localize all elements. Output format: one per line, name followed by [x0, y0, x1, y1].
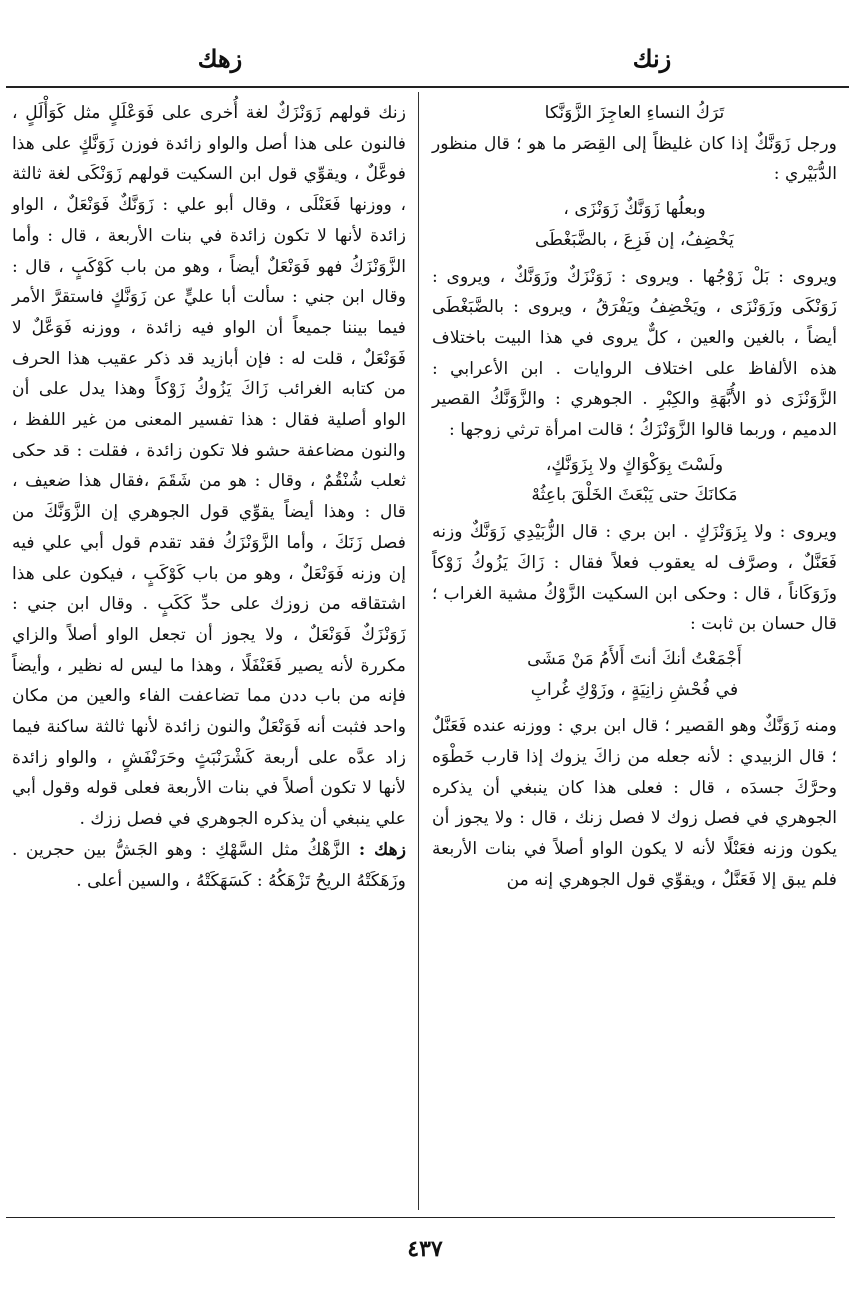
page-number: ٤٣٧ [407, 1236, 443, 1262]
header-left-word: زهك [197, 44, 243, 73]
right-column [432, 98, 837, 896]
verse-1a: وبعلُها زَوَنَّكٌ زَوَنْزَى ، [563, 199, 706, 220]
verse-block-3 [432, 644, 837, 705]
bottom-rule [6, 1217, 835, 1218]
left-column [12, 98, 406, 896]
right-para-1: ورجل زَوَنَّكٌ إذا كان غليظاً إلى القِصَر ما هو ؛ قال منظور الدُّبَيْري : [432, 133, 837, 185]
entry-zahak-text: الزَّهْكُ مثل السَّهْكِ : وهو الجَشُّ بين حجرين . وزَهَكَتْهُ الريحُ تَزْهَكُهُ : كَسَهَكَتْهُ ، والسين أعلى . [12, 839, 406, 891]
verse-block-2 [432, 450, 837, 511]
verse-3a: أَجْمَعْتُ أنكَ أنتَ أَلأَمُ مَنْ مَشَى [527, 648, 742, 669]
verse-opening: تَرَكُ النساءِ العاجِزَ الزَّوَنَّكا [544, 103, 725, 123]
entry-zahak-headword: زهك : [358, 839, 406, 860]
entry-zahak [12, 835, 406, 896]
right-para-2: ويروى : بَلْ زَوْجُها . ويروى : زَوَنْزَكٌ وزَوَنَّكٌ ، ويروى : زَوَنْكَى وزَوَنْزَى ، ويَخْضِفُ ويَفْرَقُ ، ويروى : بالضَّبَغْطَى أيضاً ، بالغين والعين ، كلٌّ يروى في هذا البيت باختلاف هذه الألفاظ على اختلاف الروايات . ابن الأعرابي : الزَّوَنْزَى ذو الأُبَّهَةِ والكِبْرِ . الجوهري : والزَّوَنَّكُ القصير الدميم ، وربما قالوا الزَّوَنْزَكُ ؛ قالت امرأة ترثي زوجها : [432, 266, 837, 441]
verse-2b: مَكانَكَ حتى يَبْعَثَ الخَلْقَ باعِثُهْ [531, 485, 738, 506]
column-divider [418, 92, 419, 1210]
verse-1b: يَخْضِفُ، إن فَزِعَ ، بالضَّبَغْطَى [535, 229, 734, 250]
right-para-3: ويروى : ولا بِزَوَنْزَكٍ . ابن بري : قال الزُّبَيْدِي زَوَنَّكٌ وزنه فَعَنَّلٌ ، وصرَّف له يعقوب فعلاً فقال : زَاكَ يَزُوكُ زَوْكاً وزَوَكَاناً ، قال : وحكى ابن السكيت الزَّوْكُ مشية الغراب ؛ قال حسان بن ثابت : [432, 522, 837, 635]
left-para-1: زنك قولهم زَوَنْزَكٌ لغة أُخرى على فَوَعْلَلٍ مثل كَوَأْلَلٍ ، فالنون على هذا أصل والواو زائدة فوزن زَوَنَّكٍ على هذا فوعَّلٌ ، ويقوِّي قول ابن السكيت قولهم زَوَنْكَى لغة ثالثة ، ووزنها فَعَنْلَى ، وقال أبو علي : زَوَنَّكٌ فَوَنْعَلٌ ، الواو زائدة لأنها لا تكون زائدة في بنات الأربعة ، قال : وأما الزَّوَنْزَكُ فهو فَوَنْعَلٌ أيضاً ، وهو من باب كَوْكَبٍ ، قال : وقال ابن جني : سألت أبا عليٍّ عن زَوَنَّكٍ فاستقرَّ الأمر فيما بيننا جميعاً أن الواو فيه زائدة ، ووزنه فَوَعَّلٌ لا فَوَنْعَلٌ ، قلت له : فإن أبازيد قد ذكر عقيب هذا الحرف من كتابه الغرائب زَاكَ يَزُوكُ زَوْكاً وهذا يدل على أن الواو أصلية فقال : هذا تفسير المعنى من غير اللفظ ، والنون مضاعفة حشو فلا تكون زائدة ، فقلت : قد حكى ثعلب شُنْقُمٌ ، وقال : هو من شَقَمَ ،فقال هذا ضعيف ، قال : وهذا أيضاً يقوِّي قول الجوهري إن الزَّوَنَّكَ من فصل زَنَكَ ، وأما الزَّوَنْزَكُ فقد تقدم قول أبي علي فيه إن وزنه فَوَنْعَلٌ ، وهو من باب كَوْكَبٍ ، فيكون على هذا اشتقاقه من زوزك على حدِّ كَكَبٍ . وقال ابن جني : زَوَنْزَكٌ فَوَنْعَلٌ ، ولا يجوز أن تجعل الواو أصلاً والزاي مكررة لأنه يصير فَعَنْفَلًا ، وهذا ما ليس له نظير ، وأيضاً فإنه من باب ددن مما تضاعفت الفاء والعين من مكان واحد فثبت أنه فَوَنْعَلٌ والنون زائدة لأنها ثالثة ساكنة فيما زاد عدَّه على أربعة كَشْرَنْبَثٍ وحَرَنْفَشٍ ، والواو زائدة لأنها لا تكون أصلاً في بنات الأربعة فعلى قوله وقول أبي علي ينبغي أن يذكره الجوهري في فصل ززك . [12, 103, 406, 830]
verse-3b: في فُحْشِ زانِيَةٍ ، وزَوْكِ غُرابِ [530, 679, 739, 700]
verse-block-1 [432, 194, 837, 255]
verse-2a: ولَسْتَ بِوَكْوَاكٍ ولا بِزَوَنَّكٍ، [545, 454, 724, 475]
top-rule [6, 86, 849, 88]
header-right-word: زنك [632, 44, 672, 73]
right-para-4: ومنه زَوَنَّكٌ وهو القصير ؛ قال ابن بري : ووزنه عنده فَعَنَّلٌ ؛ قال الزبيدي : لأنه جعله من زاكَ يزوك إذا قارب خَطْوَه وحرَّكَ جسدَه ، قال : فعلى هذا كان ينبغي أن يذكره الجوهري في فصل زوك لا فصل زنك ، قال : ولا يجوز أن يكون وزنه فعَنْلًا لأنه لا يكون الواو أصلاً في بنات الأربعة فلم يبق إلا فَعَنَّلٌ ، ويقوِّي قول الجوهري إنه من [432, 716, 837, 890]
